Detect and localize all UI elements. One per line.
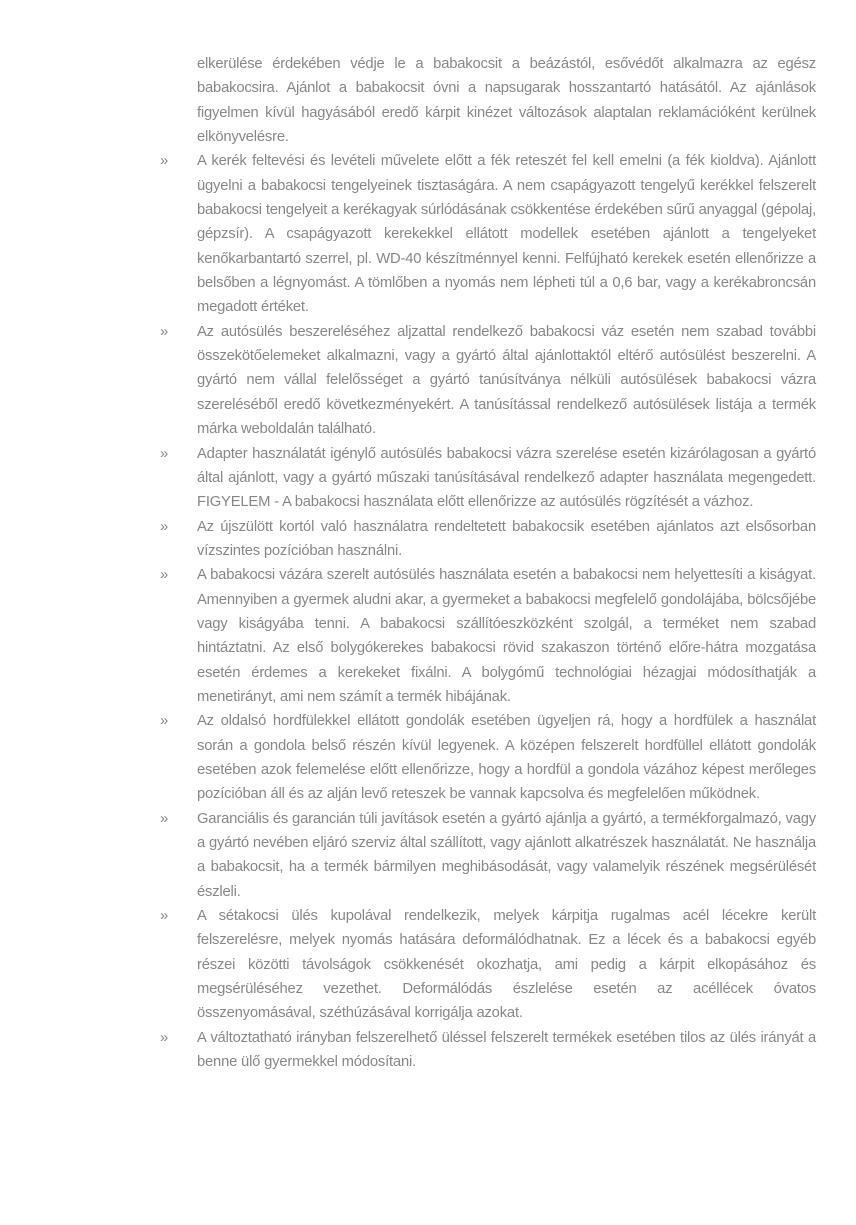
bullet-text: A babakocsi vázára szerelt autósülés használata esetén a babakocsi nem helyettesíti a kiságyat. Amennyiben a gyermek aludni akar, a gyermeket a babakocsi megfelelő gondolájába, bölcsőjébe vagy kiságyába tenni. A babakocsi szállítóeszközként szolgál, a terméket nem szabad hintáztatni. Az első bolygókerekes babakocsi rövid szakaszon történő előre-hátra mozgatása esetén érdemes a kerekeket fixálni. A bolygómű technológiai hézagjai módosíthatják a menetirányt, ami nem számít a termék hibájának. (197, 567, 816, 705)
bullet-text: A változtatható irányban felszerelhető üléssel felszerelt termékek esetében tilos az ülés irányát a benne ülő gyermekkel módosítani. (197, 1029, 816, 1071)
bullet-text: Garanciális és garancián túli javítások esetén a gyártó ajánlja a gyártó, a termékforgalmazó, vagy a gyártó nevében eljáró szerviz által szállított, vagy ajánlott alkatrészek használatát. Ne használja a babakocsit, ha a termék bármilyen meghibásodását, vagy valamelyik részének megsérülését észleli. (197, 810, 816, 900)
bullet-marker: » (160, 567, 169, 584)
bullet-marker: » (160, 908, 169, 925)
list-item (160, 709, 816, 806)
bullet-marker: » (160, 445, 169, 462)
bullet-marker: » (160, 518, 169, 535)
list-item (160, 442, 816, 515)
list-item (160, 320, 816, 442)
bullet-marker: » (160, 1029, 169, 1046)
bullet-text: A sétakocsi ülés kupolával rendelkezik, melyek kárpitja rugalmas acél lécekre került felszerelésre, melyek nyomás hatására deformálódhatnak. Ez a lécek és a babakocsi egyéb részei közötti távolságok csökkenését okozhatja, ami pedig a kárpit elkopásához és megsérüléséhez vezethet. Deformálódás észlelése esetén az acéllécek óvatos összenyomásával, széthúzásával korrigálja azokat. (197, 908, 816, 1022)
bullet-marker: » (160, 153, 169, 170)
bullet-marker: » (160, 713, 169, 730)
bullet-text: Adapter használatát igénylő autósülés babakocsi vázra szerelése esetén kizárólagosan a gyártó által ajánlott, vagy a gyártó műszaki tanúsításával rendelkező adapter használata megengedett. FIGYELEM - A babakocsi használata előtt ellenőrizze az autósülés rögzítését a vázhoz. (197, 445, 816, 511)
bullet-marker: » (160, 323, 169, 340)
bullet-text: Az újszülött kortól való használatra rendeltetett babakocsik esetében ajánlatos azt elsősorban vízszintes pozícióban használni. (197, 518, 816, 559)
list-item (160, 563, 816, 709)
list-item (160, 1026, 816, 1075)
bullet-text: Az oldalsó hordfülekkel ellátott gondolák esetében ügyeljen rá, hogy a hordfülek a használat során a gondola belső részén kívül legyenek. A középen felszerelt hordfüllel ellátott gondolák esetében azok felemelése előtt ellenőrizze, hogy a hordfül a gondola vázához képest merőleges pozícióban áll és az alján levő reteszek be vannak kapcsolva és megfelelően működnek. (197, 713, 816, 803)
bullet-text: A kerék feltevési és levételi művelete előtt a fék reteszét fel kell emelni (a fék kioldva). Ajánlott ügyelni a babakocsi tengelyeinek tisztaságára. A nem csapágyazott tengelyű kerékkel felszerelt babakocsi tengelyeit a kerékagyak súrlódásának csökkentése érdekében sűrű anyaggal (gépolaj, gépzsír). A csapágyazott kerekekkel ellátott modellek esetében ajánlott a tengelyeket kenőkarbantartó szerrel, pl. WD-40 készítménnyel kenni. Felfújható kerekek esetén ellenőrizze a belsőben a légnyomást. A tömlőben a nyomás nem lépheti túl a 0,6 bar, vagy a kerékabroncsán megadott értéket. (197, 153, 816, 316)
list-item (160, 149, 816, 319)
paragraph-continuation: elkerülése érdekében védje le a babakocsit a beázástól, esővédőt alkalmazra az egész babakocsira. Ajánlot a babakocsit óvni a napsugarak hosszantartó hatásától. Az ajánlások figyelmen kívül hagyásából eredő kárpit kinézet változások alaptalan reklamációként kerülnek elkönyvelésre. (197, 56, 816, 146)
bullet-text: Az autósülés beszereléséhez aljzattal rendelkező babakocsi váz esetén nem szabad további összekötőelemeket alkalmazni, vagy a gyártó által ajánlottaktól eltérő autósülést beszerelni. A gyártó nem vállal felelősséget a gyártó tanúsítványa nélküli autósülések babakocsi vázra szereléséből eredő következményekért. A tanúsítással rendelkező autósülések listája a termék márka weboldalán található. (197, 323, 816, 438)
safety-instructions-list (160, 52, 816, 1074)
list-item (160, 515, 816, 564)
bullet-marker: » (160, 810, 169, 827)
list-item (160, 807, 816, 904)
list-item (160, 904, 816, 1026)
